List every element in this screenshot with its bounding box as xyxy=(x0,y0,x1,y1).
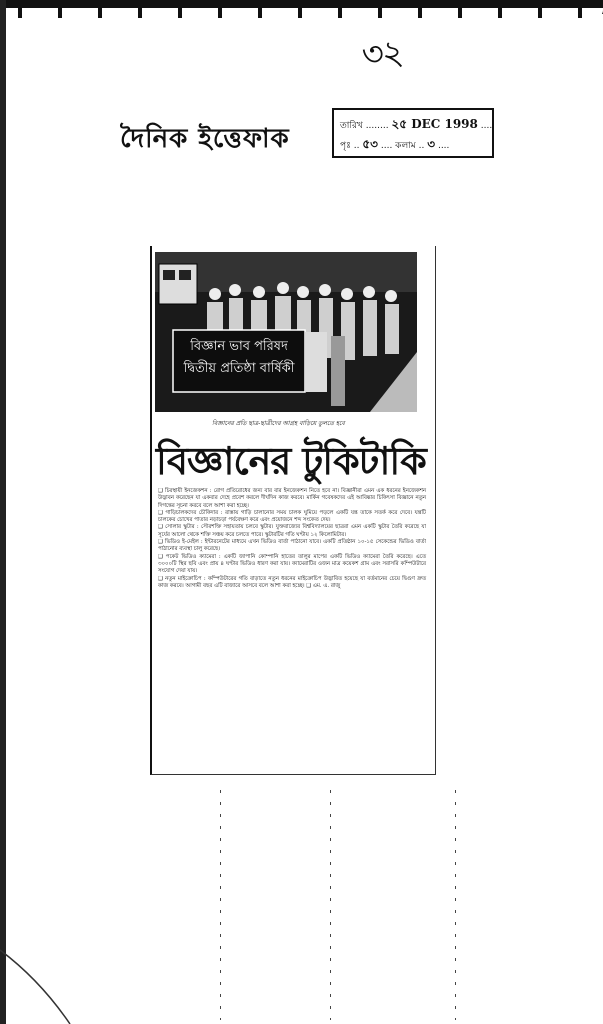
column-label: কলাম xyxy=(395,141,416,151)
banner-line2-text: দ্বিতীয় প্রতিষ্ঠা বার্ষিকী xyxy=(183,361,295,376)
scan-artifact-dots xyxy=(220,790,221,1020)
page-number: ৩২ xyxy=(360,32,404,76)
scan-corner-curve xyxy=(0,940,120,1024)
article-paragraph: ❑ সোলার স্কুটার : সৌরশক্তি সহায়তায় চলবে স্কুটার। যুক্তরাজ্যের বিশ্ববিদ্যালয়ের ছাত্ররা এমন একটি স্কুটার তৈরি করেছে যা সূর্যের আলো থেকে শক্তি সঞ্চয় করে চলতে পারে। স্কুটারটির গতি ঘণ্টায় ১২ কিলোমিটার। xyxy=(158,524,426,538)
scan-artifact-dots xyxy=(330,790,331,1020)
scan-artifact-dots xyxy=(455,790,456,1020)
date-value: ২৫ DEC 1998 xyxy=(391,117,478,131)
page-label: পৃঃ xyxy=(340,141,351,151)
rally-photo xyxy=(155,252,417,412)
scan-left-edge xyxy=(0,0,6,1024)
article-paragraph: ❑ গাড়িচালকদের চৌকিদার : রাস্তায় গাড়ি চালানোর সময় চালক ঘুমিয়ে পড়লে একটি যন্ত্র তাকে সতর্ক করে দেবে। যন্ত্রটি চালকের চোখের পাতার নড়াচড়া পর্যবেক্ষণ করে এবং প্রয়োজনে শব্দ সংকেত দেয়। xyxy=(158,509,426,524)
photo-caption: বিজ্ঞানের প্রতি ছাত্র-ছাত্রীদের আগ্রহ বাড়িয়ে তুলতে হবে xyxy=(212,420,345,427)
page-column-row: পৃঃ .. ৫৩ .... কলাম .. ৩ .... xyxy=(340,137,450,151)
article-paragraph: ❑ নতুন মাইক্রোচিপ : কম্পিউটারের গতি বাড়াতে নতুন ধরনের মাইক্রোচিপ উদ্ভাবিত হয়েছে যা বর্তমানের চেয়ে দ্বিগুণ দ্রুত কাজ করবে। আগামী বছর এটি বাজারে আসবে বলে আশা করা হচ্ছে। ❑ এম. এ. রাজু xyxy=(158,575,426,589)
article-paragraph: ❑ পকেট ভিডিও ক্যামেরা : একটি জাপানি কোম্পানি হাতের তালুর মাপের একটি ভিডিও ক্যামেরা তৈরি করেছে। এতে ৩০০০টি স্থির ছবি এবং প্রায় ৪ ঘণ্টার ভিডিও ধারণ করা যায়। ক্যামেরাটির ওজন মাত্র কয়েকশ গ্রাম এবং সরাসরি কম্পিউটারে সংযোগ দেয়া যায়। xyxy=(158,553,426,575)
article-paragraph: ❑ চিরস্থায়ী ইনজেকশন : রোগ প্রতিরোধের জন্য বার বার ইনজেকশন নিতে হবে না। বিজ্ঞানীরা এমন এক ধরনের ইনজেকশন উদ্ভাবন করেছেন যা একবার দেহে প্রবেশ করলে দীর্ঘদিন কাজ করবে। মার্কিন গবেষকদের এই আবিষ্কার চিকিৎসা বিজ্ঞানে নতুন দিগন্তের সূচনা করবে বলে আশা করা হচ্ছে। xyxy=(158,488,426,509)
scan-top-edge xyxy=(0,0,603,14)
column-value: ৩ xyxy=(427,137,436,151)
article-body xyxy=(158,488,426,590)
article-headline: বিজ্ঞানের টুকিটাকি xyxy=(156,439,426,483)
newspaper-masthead: দৈনিক ইত্তেফাক xyxy=(120,124,290,154)
newspaper-clipping xyxy=(150,246,436,775)
article-paragraph: ❑ ভিডিও ই-মেইল : ইন্টারনেটের মাধ্যমে এখন ভিডিও বার্তা পাঠানো যাবে। একটি প্রতিষ্ঠান ১০-১৫ সেকেন্ডের ভিডিও বার্তা পাঠানোর ব্যবস্থা চালু করেছে। xyxy=(158,539,426,553)
date-row: তারিখ ........ ২৫ DEC 1998 .... xyxy=(340,117,493,131)
date-label: তারিখ xyxy=(340,121,363,131)
page-value: ৫৩ xyxy=(362,137,378,151)
date-stamp-box xyxy=(332,108,494,158)
rally-photo-image xyxy=(155,252,417,412)
banner-line1-text: বিজ্ঞান ভাব পরিষদ xyxy=(190,339,288,354)
